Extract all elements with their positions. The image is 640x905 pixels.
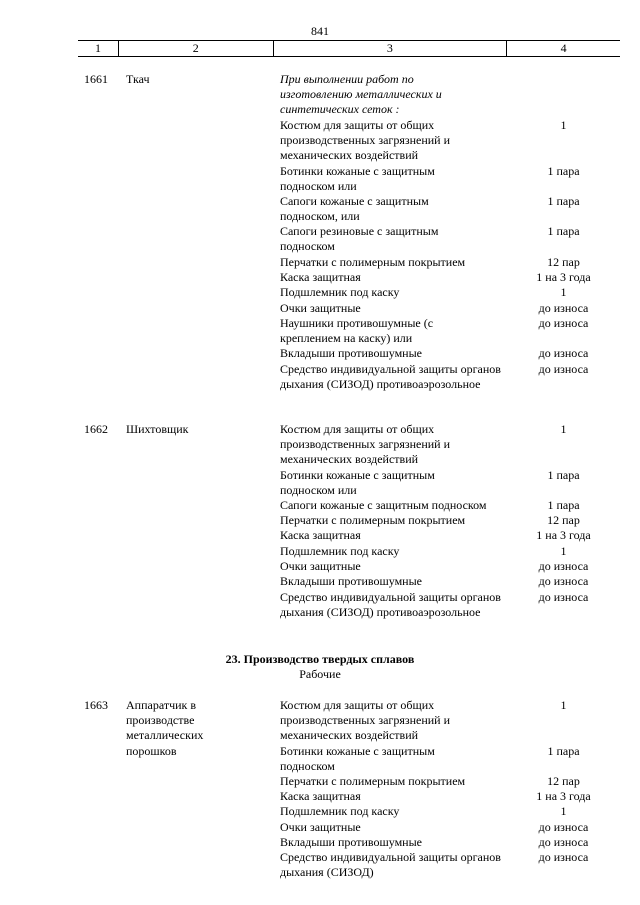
column-header-2: 2	[118, 41, 273, 56]
column-header-3: 3	[273, 41, 507, 56]
section-subtitle: Рабочие	[299, 667, 341, 681]
list-item: Подшлемник под каску 1	[280, 285, 567, 299]
list-item: Ботинки кожаные с защитным подноском 1 пара	[280, 744, 580, 774]
list-item: Костюм для защиты от общих производственных загрязнений и механических воздействий 1	[280, 422, 567, 467]
ppe-list	[280, 72, 591, 392]
list-item: Вкладыши противошумные до износа	[280, 346, 589, 360]
list-item: Костюм для защиты от общих производственных загрязнений и механических воздействий 1	[280, 118, 567, 163]
work-condition-note: При выполнении работ по изготовлению металлических и синтетических сеток :	[280, 72, 442, 117]
list-item: Сапоги кожаные с защитным подноском, или 1 пара	[280, 194, 580, 224]
list-item: Вкладыши противошумные до износа	[280, 574, 589, 588]
list-item: Очки защитные до износа	[280, 820, 589, 834]
list-item: Сапоги кожаные с защитным подноском 1 пара	[280, 498, 580, 512]
list-item: Каска защитная 1 на 3 года	[280, 528, 591, 542]
list-item: Каска защитная 1 на 3 года	[280, 789, 591, 803]
entry-number: 1661	[84, 72, 108, 86]
page-number: 841	[311, 24, 329, 38]
column-header-4: 4	[506, 41, 620, 56]
list-item: Костюм для защиты от общих производственных загрязнений и механических воздействий 1	[280, 698, 567, 743]
list-item: Очки защитные до износа	[280, 301, 589, 315]
list-item: Наушники противошумные (с креплением на каску) или до износа	[280, 316, 589, 346]
list-item: Ботинки кожаные с защитным подноском или 1 пара	[280, 468, 580, 498]
list-item: Средство индивидуальной защиты органов дыхания (СИЗОД) до износа	[280, 850, 589, 880]
entry-number: 1663	[84, 698, 108, 712]
list-item: Каска защитная 1 на 3 года	[280, 270, 591, 284]
list-item: Перчатки с полимерным покрытием 12 пар	[280, 513, 580, 527]
column-header-1: 1	[94, 41, 101, 55]
job-title: Ткач	[126, 72, 150, 86]
section-title: 23. Производство твердых сплавов	[225, 652, 415, 666]
list-item: Перчатки с полимерным покрытием 12 пар	[280, 255, 580, 269]
list-item: Подшлемник под каску 1	[280, 544, 567, 558]
list-item: Средство индивидуальной защиты органов дыхания (СИЗОД) противоаэрозольное до износа	[280, 590, 589, 620]
list-item: Перчатки с полимерным покрытием 12 пар	[280, 774, 580, 788]
column-header-row	[78, 40, 620, 57]
list-item: Подшлемник под каску 1	[280, 804, 567, 818]
job-title: Аппаратчик в производстве металлических порошков	[126, 698, 204, 758]
list-item: Средство индивидуальной защиты органов дыхания (СИЗОД) противоаэрозольное до износа	[280, 362, 589, 392]
list-item: Ботинки кожаные с защитным подноском или 1 пара	[280, 164, 580, 194]
job-title: Шихтовщик	[126, 422, 189, 436]
entry-number: 1662	[84, 422, 108, 436]
list-item: Сапоги резиновые с защитным подноском 1 пара	[280, 224, 580, 254]
list-item: Очки защитные до износа	[280, 559, 589, 573]
list-item: Вкладыши противошумные до износа	[280, 835, 589, 849]
